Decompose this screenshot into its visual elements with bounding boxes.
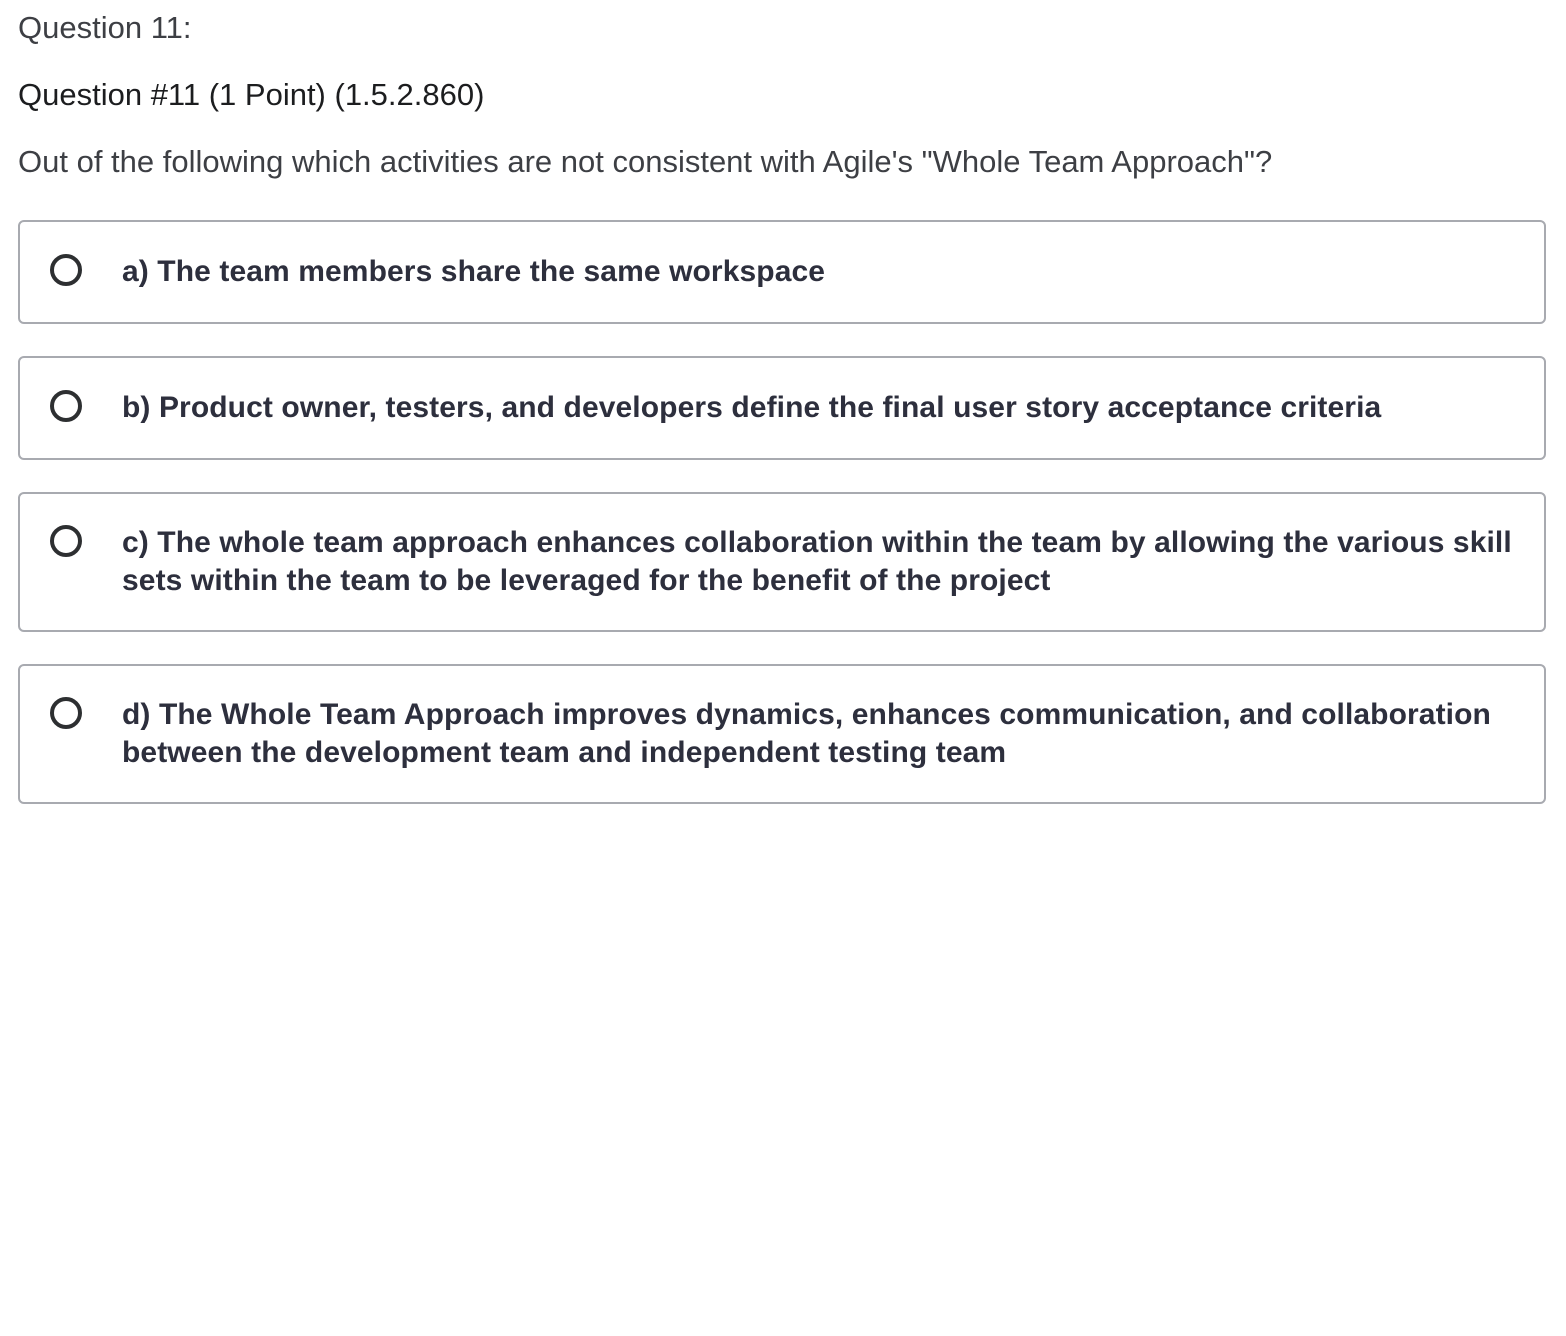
question-meta: Question #11 (1 Point) (1.5.2.860) (18, 77, 485, 112)
answer-option-label: a) The team members share the same workspace (122, 255, 826, 288)
radio-button-icon[interactable] (50, 697, 82, 729)
answer-option-a[interactable] (18, 220, 1546, 324)
question-number-label: Question 11: (18, 10, 192, 45)
question-prompt: Out of the following which activities are not consistent with Agile's "Whole Team Approach"? (18, 144, 1273, 179)
answer-option-c[interactable] (18, 492, 1546, 632)
answer-option-label: d) The Whole Team Approach improves dynamics, enhances communication, and collaboration between the development team and independent testing team (122, 698, 1491, 769)
radio-button-icon[interactable] (50, 525, 82, 557)
answer-option-b[interactable] (18, 356, 1546, 460)
answer-option-d[interactable] (18, 664, 1546, 804)
answer-option-label: b) Product owner, testers, and developers define the final user story acceptance criteria (122, 391, 1382, 424)
answer-list (18, 220, 1546, 836)
radio-button-icon[interactable] (50, 254, 82, 286)
radio-button-icon[interactable] (50, 390, 82, 422)
answer-option-label: c) The whole team approach enhances collaboration within the team by allowing the various skill sets within the team to be leveraged for the benefit of the project (122, 526, 1512, 597)
